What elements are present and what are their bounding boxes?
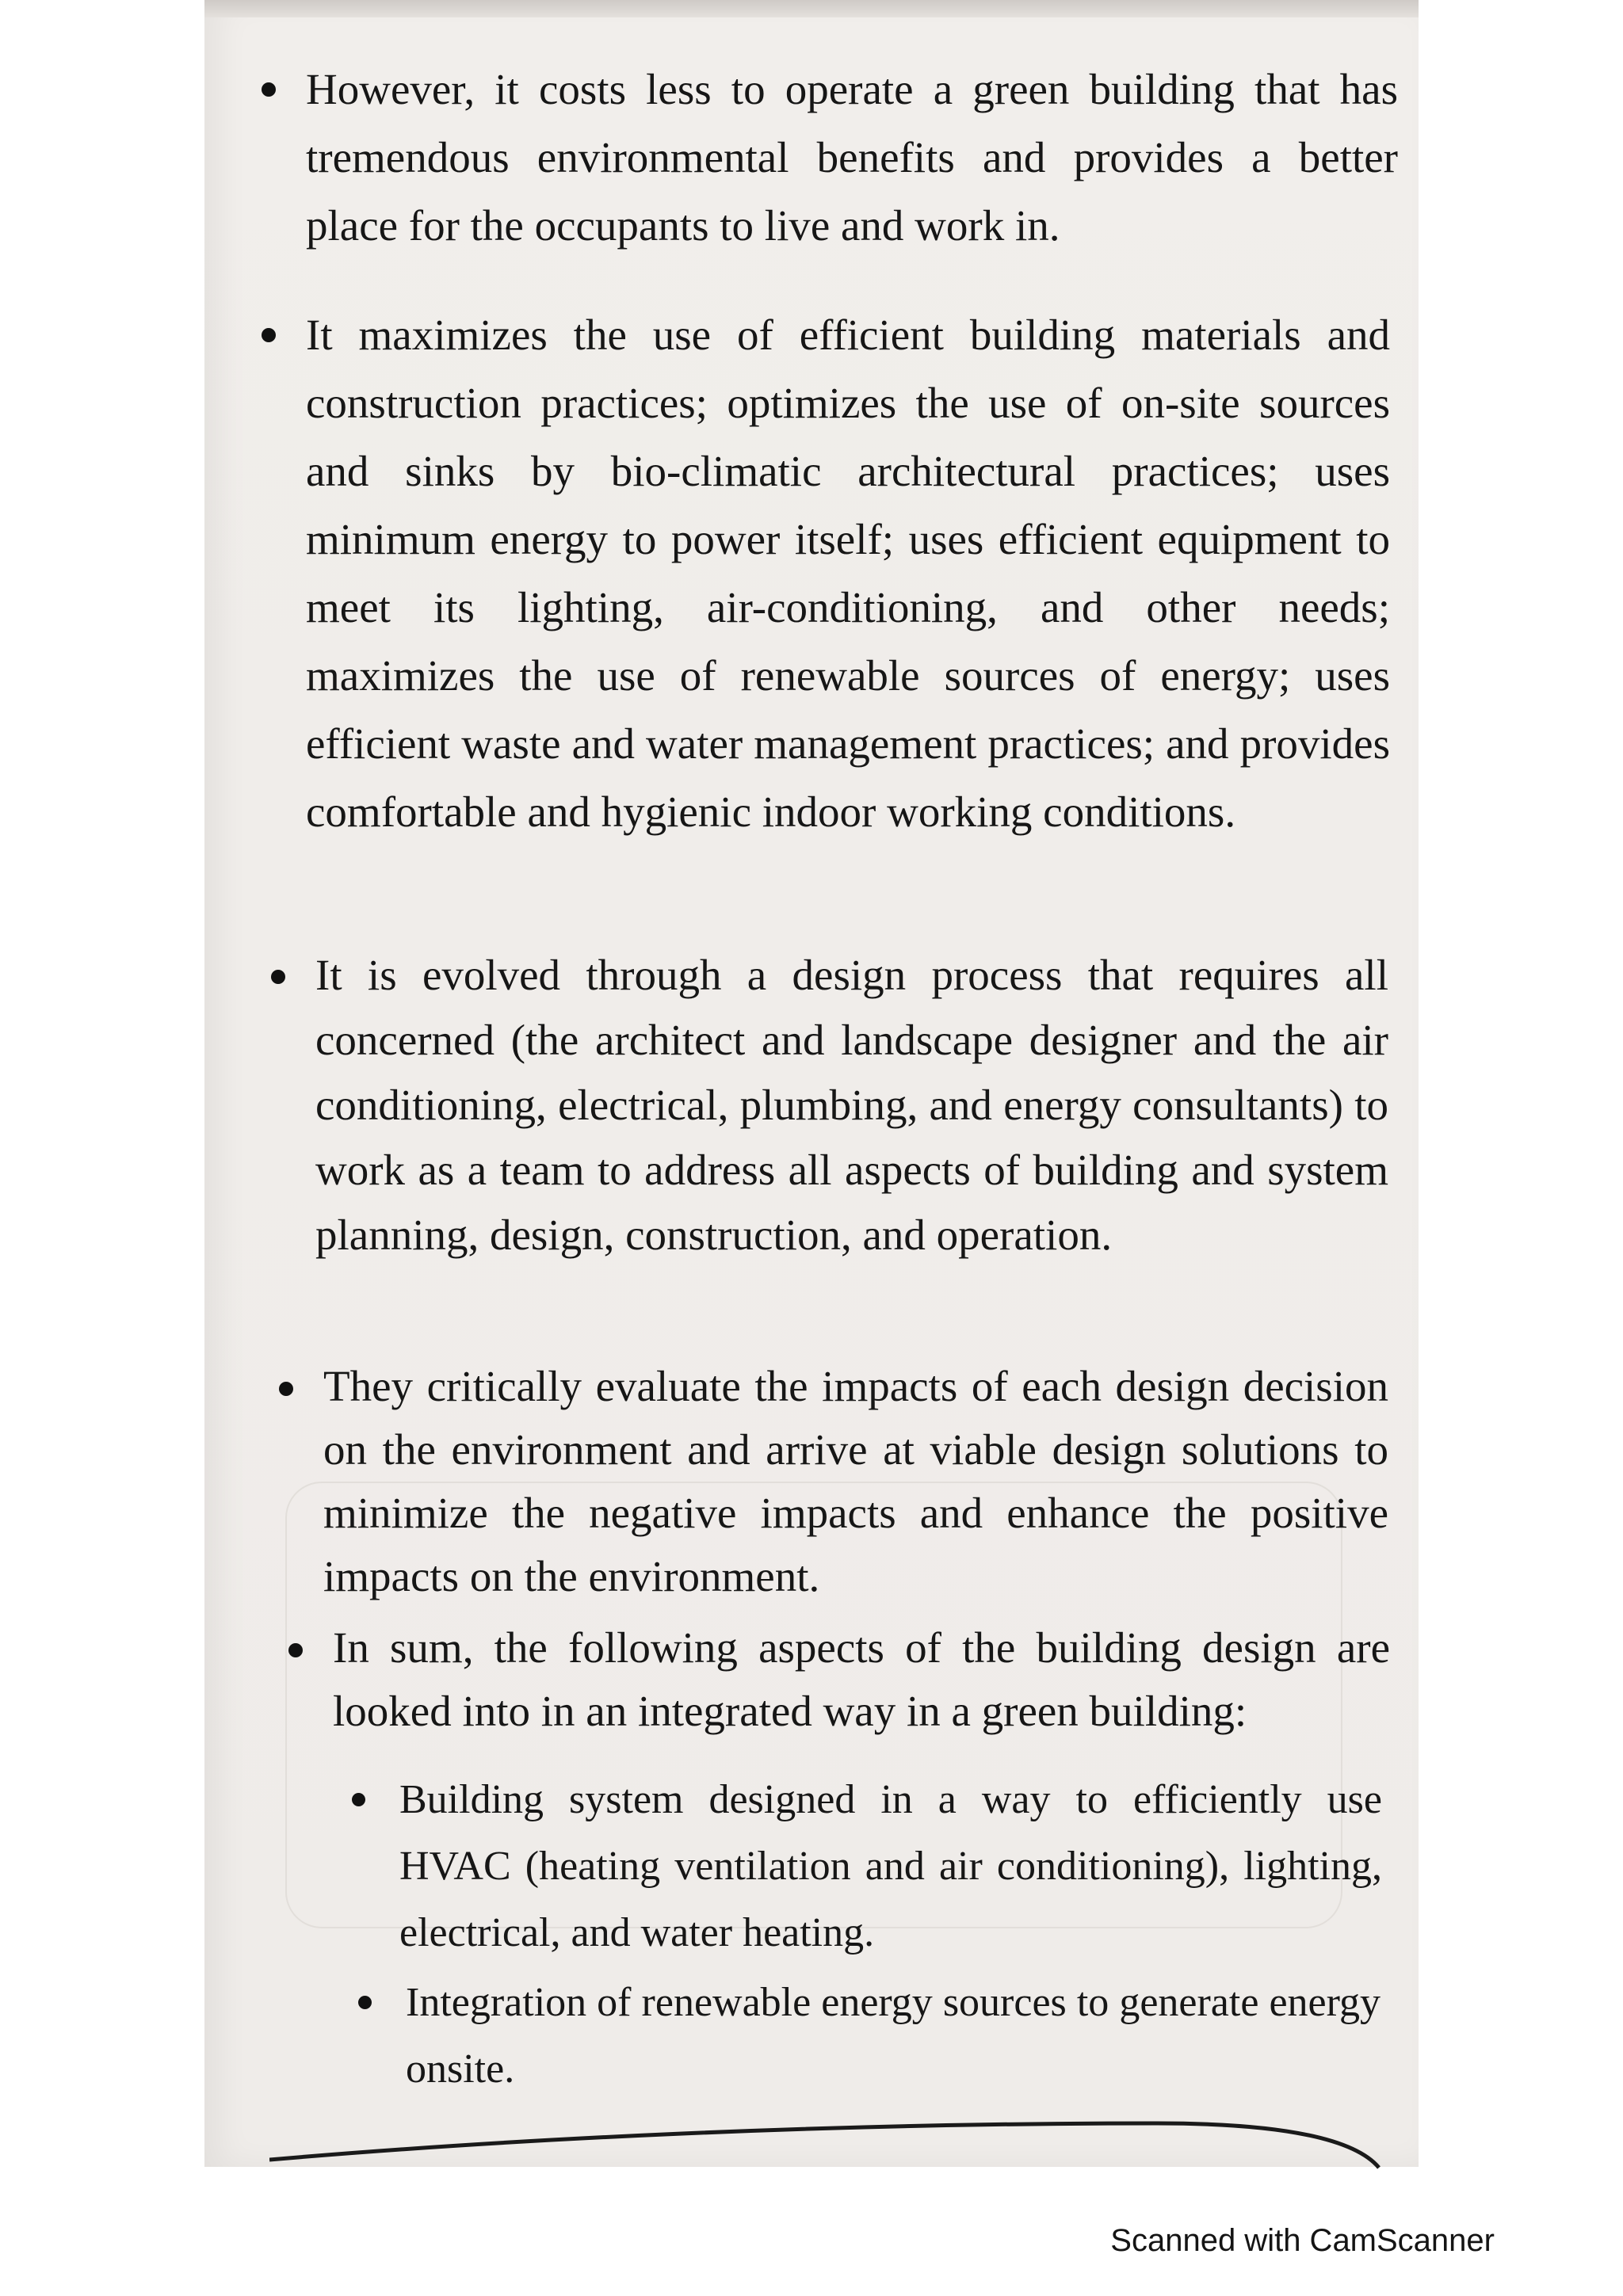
scanned-page [204,0,1419,2167]
bullet-text: In sum, the following aspects of the building design are looked into in an integrated way in a green building: [333,1623,1390,1735]
bullet-text: However, it costs less to operate a green building that has tremendous environmental benefits and provides a better place for the occupants to live and work in. [306,65,1398,250]
bullet-text: It maximizes the use of efficient building materials and construction practices; optimizes the use of on-site sources and sinks by bio-climatic architectural practices; uses minimum energy to power itself; uses efficient equipment to meet its lighting, air-conditioning, and other needs; maximizes the use of renewable sources of energy; uses efficient waste and water management practices; and provides comfortable and hygienic indoor working conditions. [306,311,1390,836]
bullet-dot-icon [262,82,276,97]
bullet-text: It is evolved through a design process that requires all concerned (the architect and landscape designer and the air conditioning, electrical, plumbing, and energy consultants) to work as a team to address all aspects of building and system planning, design, construction, and operation. [315,951,1388,1259]
sub-bullet-text: Integration of renewable energy sources to generate energy onsite. [406,1980,1381,2092]
page-curve-line [269,2092,1411,2171]
page-content [204,0,1419,2167]
bullet-dot-icon [271,970,285,984]
sub-bullet-text: Building system designed in a way to efficiently use HVAC (heating ventilation and air conditioning), lighting, electrical, and water heating. [399,1777,1382,1955]
scanner-watermark: Scanned with CamScanner [1110,2223,1495,2258]
bullet-dot-icon [262,328,276,342]
bullet-text: They critically evaluate the impacts of each design decision on the environment and arrive at viable design solutions to minimize the negative impacts and enhance the positive impacts on the environment. [323,1362,1388,1600]
bullet-dot-icon [288,1643,303,1657]
bullet-dot-icon [279,1382,293,1396]
bullet-dot-icon [358,1996,372,2009]
bullet-dot-icon [352,1793,365,1806]
